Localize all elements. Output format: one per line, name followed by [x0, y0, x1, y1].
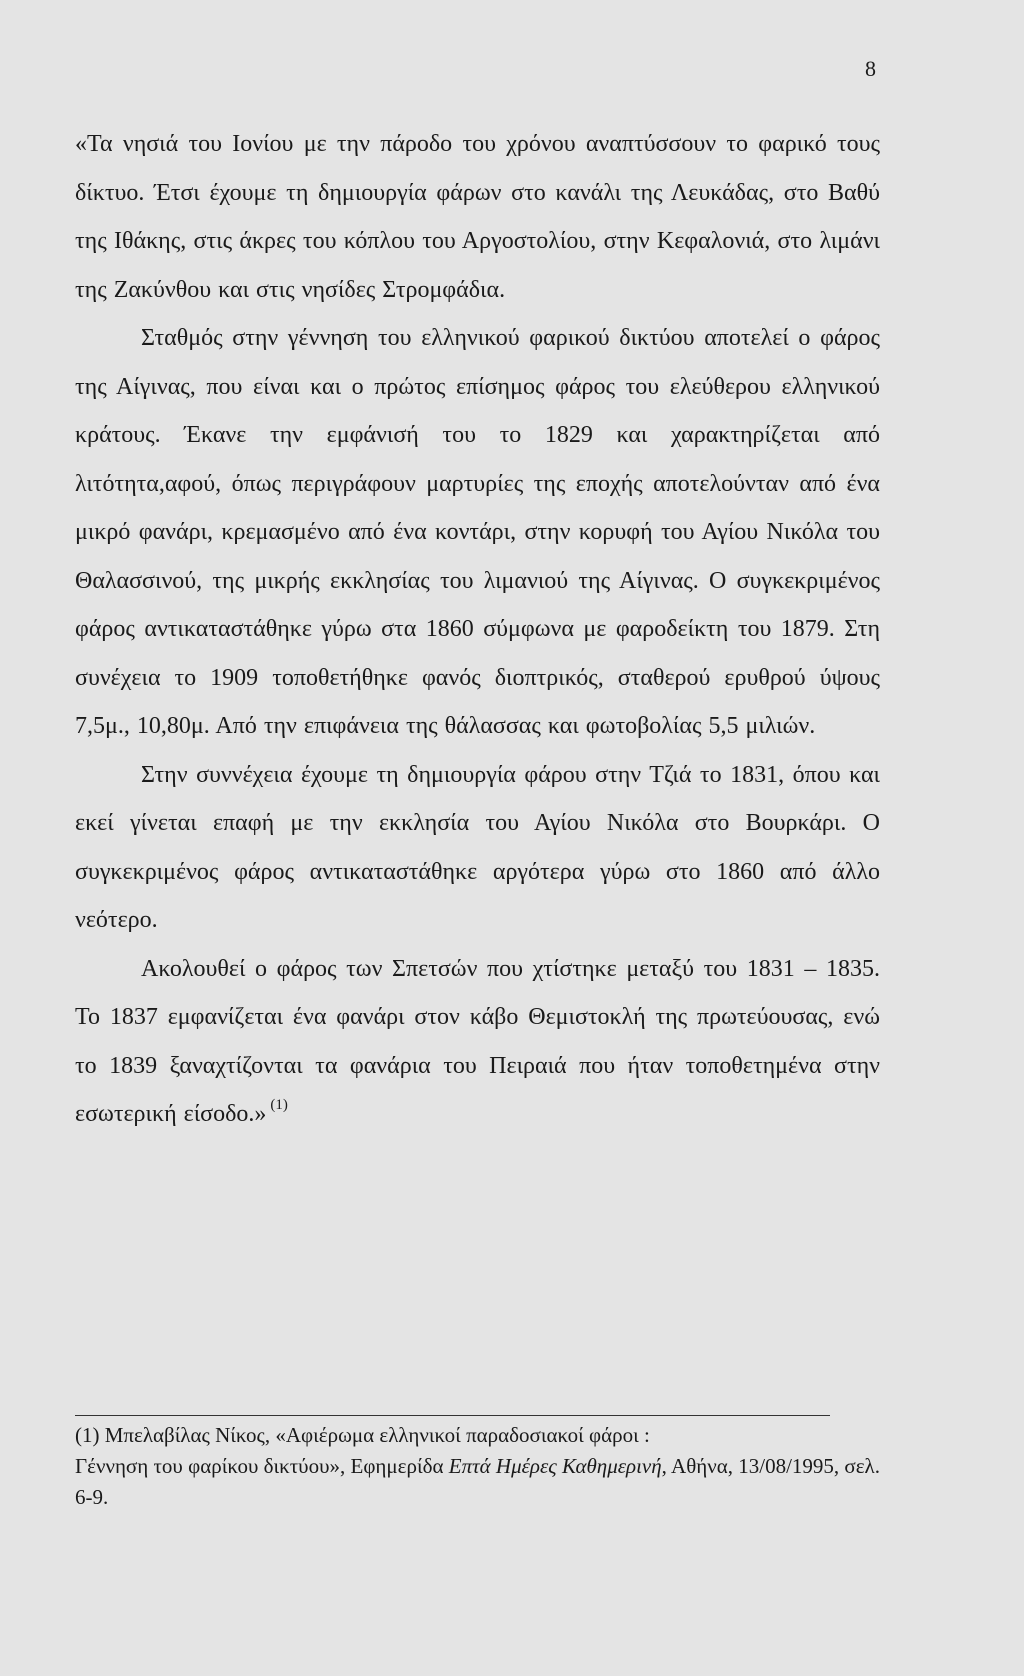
footnote-citation-end: , Αθήνα, 13/08/1995, σελ. 6-9. [75, 1454, 880, 1509]
footnote-line-1: (1) Μπελαβίλας Νίκος, «Αφιέρωμα ελληνικοί παραδοσιακοί φάροι : [75, 1423, 650, 1447]
paragraph-tzia-lighthouse: Στην συννέχεια έχουμε τη δημιουργία φάρου στην Τζιά το 1831, όπου και εκεί γίνεται επαφή με την εκκλησία του Αγίου Νικόλα στο Βουρκάρι. Ο συγκεκριμένος φάρος αντικαταστάθηκε αργότερα γύρω στο 1860 από άλλο νεότερο. [75, 761, 880, 933]
paragraph-aegina-lighthouse: Σταθμός στην γέννηση του ελληνικού φαρικού δικτύου αποτελεί ο φάρος της Αίγινας, που είναι και ο πρώτος επίσημος φάρος του ελεύθερου ελληνικού κράτους. Έκανε την εμφάνισή του το 1829 και χαρακτηρίζεται από λιτότητα,αφού, όπως περιγράφουν μαρτυρίες της εποχής αποτελούνταν από ένα μικρό φανάρι, κρεμασμένο από ένα κοντάρι, στην κορυφή του Αγίου Νικόλα του Θαλασσινού, της μικρής εκκλησίας του λιμανιού της Αίγινας. Ο συγκεκριμένος φάρος αντικαταστάθηκε γύρω στα 1860 σύμφωνα με φαροδείκτη του 1879. Στη συνέχεια το 1909 τοποθετήθηκε φανός διοπτρικός, σταθερού ερυθρού ύψους 7,5μ., 10,80μ. Από την επιφάνεια της θάλασσας και φωτοβολίας 5,5 μιλιών. [75, 325, 880, 739]
main-text [75, 120, 880, 1142]
paragraph-spetses-lighthouse [75, 945, 880, 1142]
footnote-citation-start: Γέννηση του φαρίκου δικτύου», Εφημερίδα [75, 1454, 449, 1478]
footnote [75, 1420, 880, 1513]
footnote-divider [75, 1415, 830, 1416]
footnote-newspaper-title: Επτά Ημέρες Καθημερινή [448, 1454, 662, 1478]
paragraph-spetses-text: Ακολουθεί ο φάρος των Σπετσών που χτίστηκε μεταξύ του 1831 – 1835. Το 1837 εμφανίζεται ένα φανάρι στον κάβο Θεμιστοκλή της πρωτεύουσας, ενώ το 1839 ξαναχτίζονται τα φανάρια του Πειραιά που ήταν τοποθετημένα στην εσωτερική είσοδο.» [75, 955, 880, 1127]
page-number: 8 [865, 56, 876, 81]
footnote-reference: (1) [270, 1097, 288, 1113]
paragraph-ionian-islands: «Τα νησιά του Ιονίου με την πάροδο του χρόνου αναπτύσσουν το φαρικό τους δίκτυο. Έτσι έχουμε τη δημιουργία φάρων στο κανάλι της Λευκάδας, στο Βαθύ της Ιθάκης, στις άκρες του κόπλου του Αργοστολίου, στην Κεφαλονιά, στο λιμάνι της Ζακύνθου και στις νησίδες Στρομφάδια. [75, 131, 880, 303]
footnote-line-2 [75, 1451, 880, 1513]
